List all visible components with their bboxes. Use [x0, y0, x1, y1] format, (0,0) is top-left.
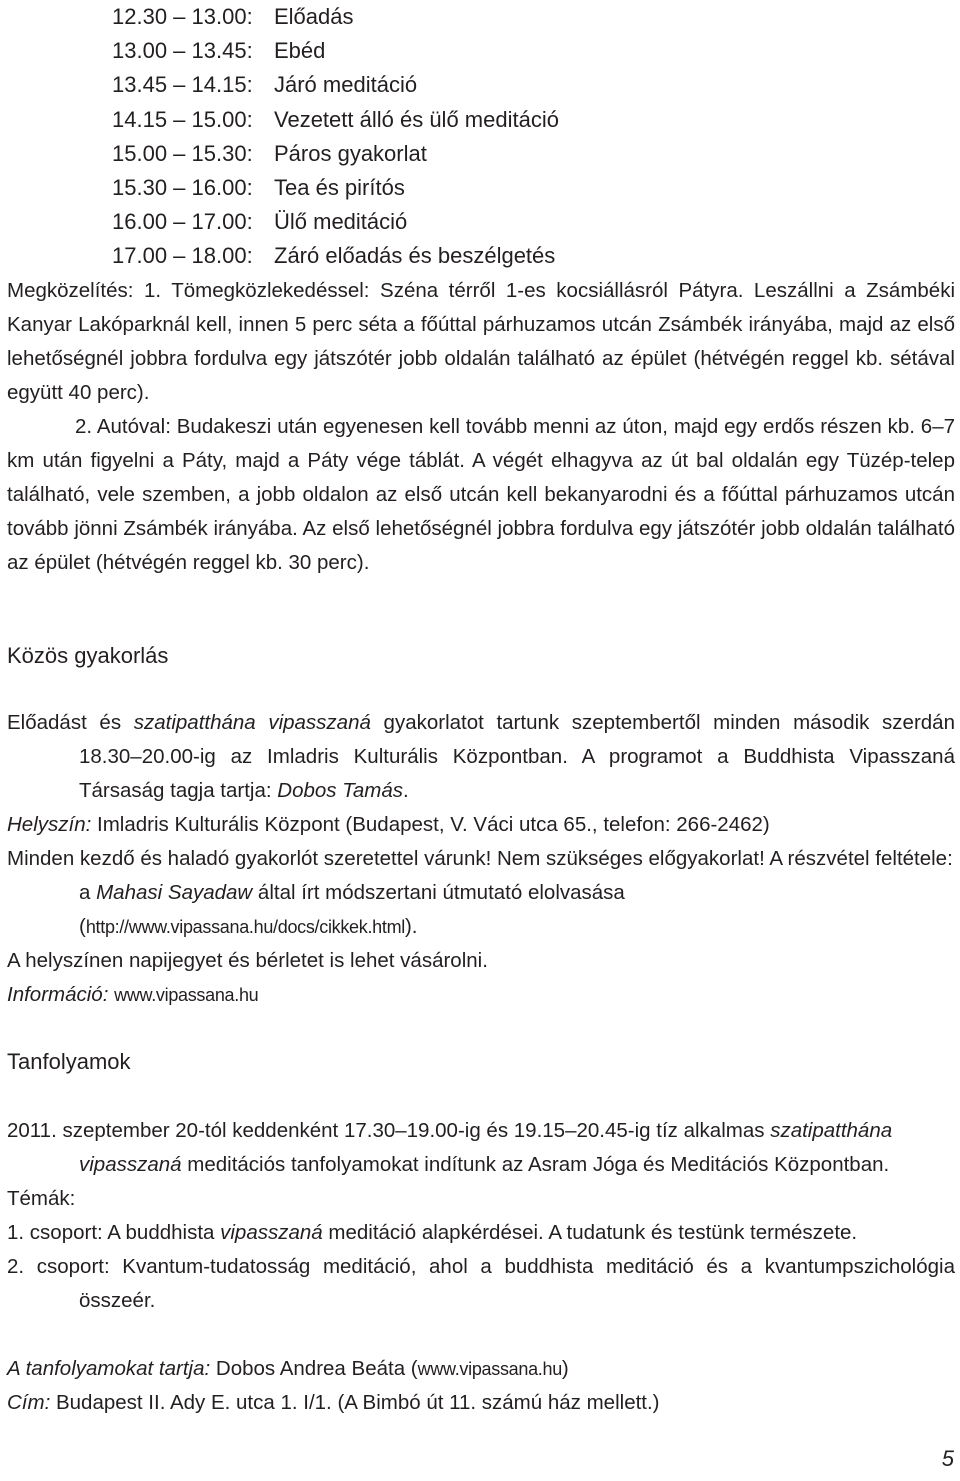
kozos-intro-post: gyakorlatot tartunk szeptembertől minden második szerdán 18.30–20.00-ig az Imladris Kulturális Központban. A programot a Buddhista Vipasszaná Társaság tagja tartja: [79, 711, 955, 802]
tanfolyam-section [7, 1114, 955, 1318]
tanfolyam-address-label: Cím: [7, 1391, 51, 1414]
tanfolyam-intro [7, 1114, 955, 1182]
kozos-tickets: A helyszínen napijegyet és bérletet is lehet vásárolni. [7, 949, 488, 972]
schedule-time: 14.15 – 15.00: [112, 106, 253, 132]
tanfolyam-intro-post: meditációs tanfolyamokat indítunk az Asram Jóga és Meditációs Központban. [181, 1153, 890, 1176]
schedule-activity: Tea és pirítós [274, 175, 405, 201]
kozos-info-label: Információ: [7, 983, 109, 1006]
kozos-intro-end: . [403, 779, 409, 802]
schedule-time: 15.30 – 16.00: [112, 175, 253, 201]
tanfolyam-teacher-label: A tanfolyamokat tartja: [7, 1357, 211, 1380]
group1-italic: vipasszaná [220, 1221, 323, 1244]
kozos-location-value: Imladris Kulturális Központ (Budapest, V. Váci utca 65., telefon: 266-2462) [91, 813, 770, 836]
schedule-row [112, 68, 559, 102]
kozos-intro [7, 706, 955, 808]
schedule-row [112, 103, 559, 137]
tanfolyam-teacher-url[interactable]: www.vipassana.hu [417, 1359, 562, 1379]
schedule-activity: Járó meditáció [274, 72, 418, 98]
schedule-time: 15.00 – 15.30: [112, 140, 253, 166]
kozos-teacher: Dobos Tamás [277, 779, 403, 802]
schedule-activity: Előadás [274, 4, 354, 29]
kozos-welcome-post: által írt módszertani útmutató elolvasása ( [79, 881, 625, 938]
schedule-time: 13.00 – 13.45: [112, 38, 253, 64]
schedule-row [112, 34, 559, 68]
tanfolyam-intro-italic: szatipatthána vipasszaná [79, 1119, 893, 1176]
schedule-list [112, 0, 559, 274]
tanfolyam-address-value: Budapest II. Ady E. utca 1. I/1. (A Bimbó út 11. számú ház mellett.) [50, 1391, 660, 1414]
schedule-activity: Ebéd [274, 38, 326, 64]
group1-pre: 1. csoport: A buddhista [7, 1221, 221, 1244]
schedule-time: 16.00 – 17.00: [112, 209, 253, 235]
kozos-info [7, 978, 955, 1012]
kozos-location [7, 808, 955, 842]
schedule-row [112, 205, 559, 239]
approach-car: 2. Autóval: Budakeszi után egyenesen kell tovább menni az úton, majd egy erdős részen kb. 6–7 km után figyelni a Páty, majd a Páty vége táblát. A végét elhagyva az út bal oldalán egy Tüzép-telep található, vele szemben, a jobb oldalon az első utcán kell bekanyarodni és a főúttal párhuzamos utcán tovább jönni Zsámbék irányába. Az első lehetőségnél jobbra fordulva egy játszótér jobb oldalán található az épület (hétvégén reggel kb. 30 perc). [7, 415, 955, 574]
tanfolyam-contact [7, 1352, 955, 1420]
schedule-row [112, 239, 559, 273]
schedule-activity: Ülő meditáció [274, 209, 408, 235]
schedule-time: 12.30 – 13.00: [112, 4, 253, 29]
tanfolyam-intro-pre: 2011. szeptember 20-tól keddenként 17.30–19.00-ig és 19.15–20.45-ig tíz alkalmas [7, 1119, 771, 1142]
tanfolyam-teacher-value: Dobos Andrea Beáta ( [210, 1357, 418, 1380]
schedule-row [112, 137, 559, 171]
tanfolyam-address [7, 1386, 955, 1420]
schedule-time: 17.00 – 18.00: [112, 243, 253, 269]
kozos-welcome-italic: Mahasi Sayadaw [96, 881, 253, 904]
kozos-welcome-end: ). [404, 915, 418, 938]
tanfolyam-teacher-end: ) [561, 1357, 569, 1380]
kozos-section [7, 706, 955, 1012]
tanfolyam-heading: Tanfolyamok [7, 1049, 131, 1074]
kozos-welcome-pre: Minden kezdő és haladó gyakorlót szeretettel várunk! Nem szükséges előgyakorlat! A részvétel feltétele: a [7, 847, 953, 904]
tanfolyam-topics-label: Témák: [7, 1187, 76, 1210]
approach-public-transport: Megközelítés: 1. Tömegközlekedéssel: Széna térről 1-es kocsiállásról Pátyra. Leszállni a Zsámbéki Kanyar Lakóparknál kell, innen 5 perc séta a főúttal párhuzamos utcán Zsámbék irányába, majd az első lehetőségnél jobbra fordulva egy játszótér jobb oldalán található az épület (hétvégén reggel kb. sétával együtt 40 perc). [7, 279, 955, 404]
kozos-welcome-url[interactable]: http://www.vipassana.hu/docs/cikkek.html [85, 917, 405, 937]
schedule-row [112, 0, 559, 34]
tanfolyam-group-1 [7, 1216, 955, 1250]
schedule-time: 13.45 – 14.15: [112, 72, 253, 98]
kozos-location-label: Helyszín: [7, 813, 92, 836]
tanfolyam-group-2: 2. csoport: Kvantum-tudatosság meditáció, ahol a buddhista meditáció és a kvantumpszichológia összeér. [7, 1255, 955, 1312]
page-number: 5 [941, 1446, 954, 1471]
kozos-welcome [7, 842, 955, 944]
kozos-intro-italic: szatipatthána vipasszaná [133, 711, 371, 734]
kozos-info-url[interactable]: www.vipassana.hu [114, 985, 259, 1005]
approach-section [7, 274, 955, 580]
schedule-activity: Páros gyakorlat [274, 140, 427, 166]
tanfolyam-teacher [7, 1352, 955, 1386]
schedule-activity: Vezetett álló és ülő meditáció [274, 106, 559, 132]
schedule-activity: Záró előadás és beszélgetés [274, 243, 556, 269]
group1-post: meditáció alapkérdései. A tudatunk és testünk természete. [322, 1221, 858, 1244]
kozos-heading: Közös gyakorlás [7, 643, 169, 668]
schedule-row [112, 171, 559, 205]
kozos-intro-pre: Előadást és [7, 711, 134, 734]
